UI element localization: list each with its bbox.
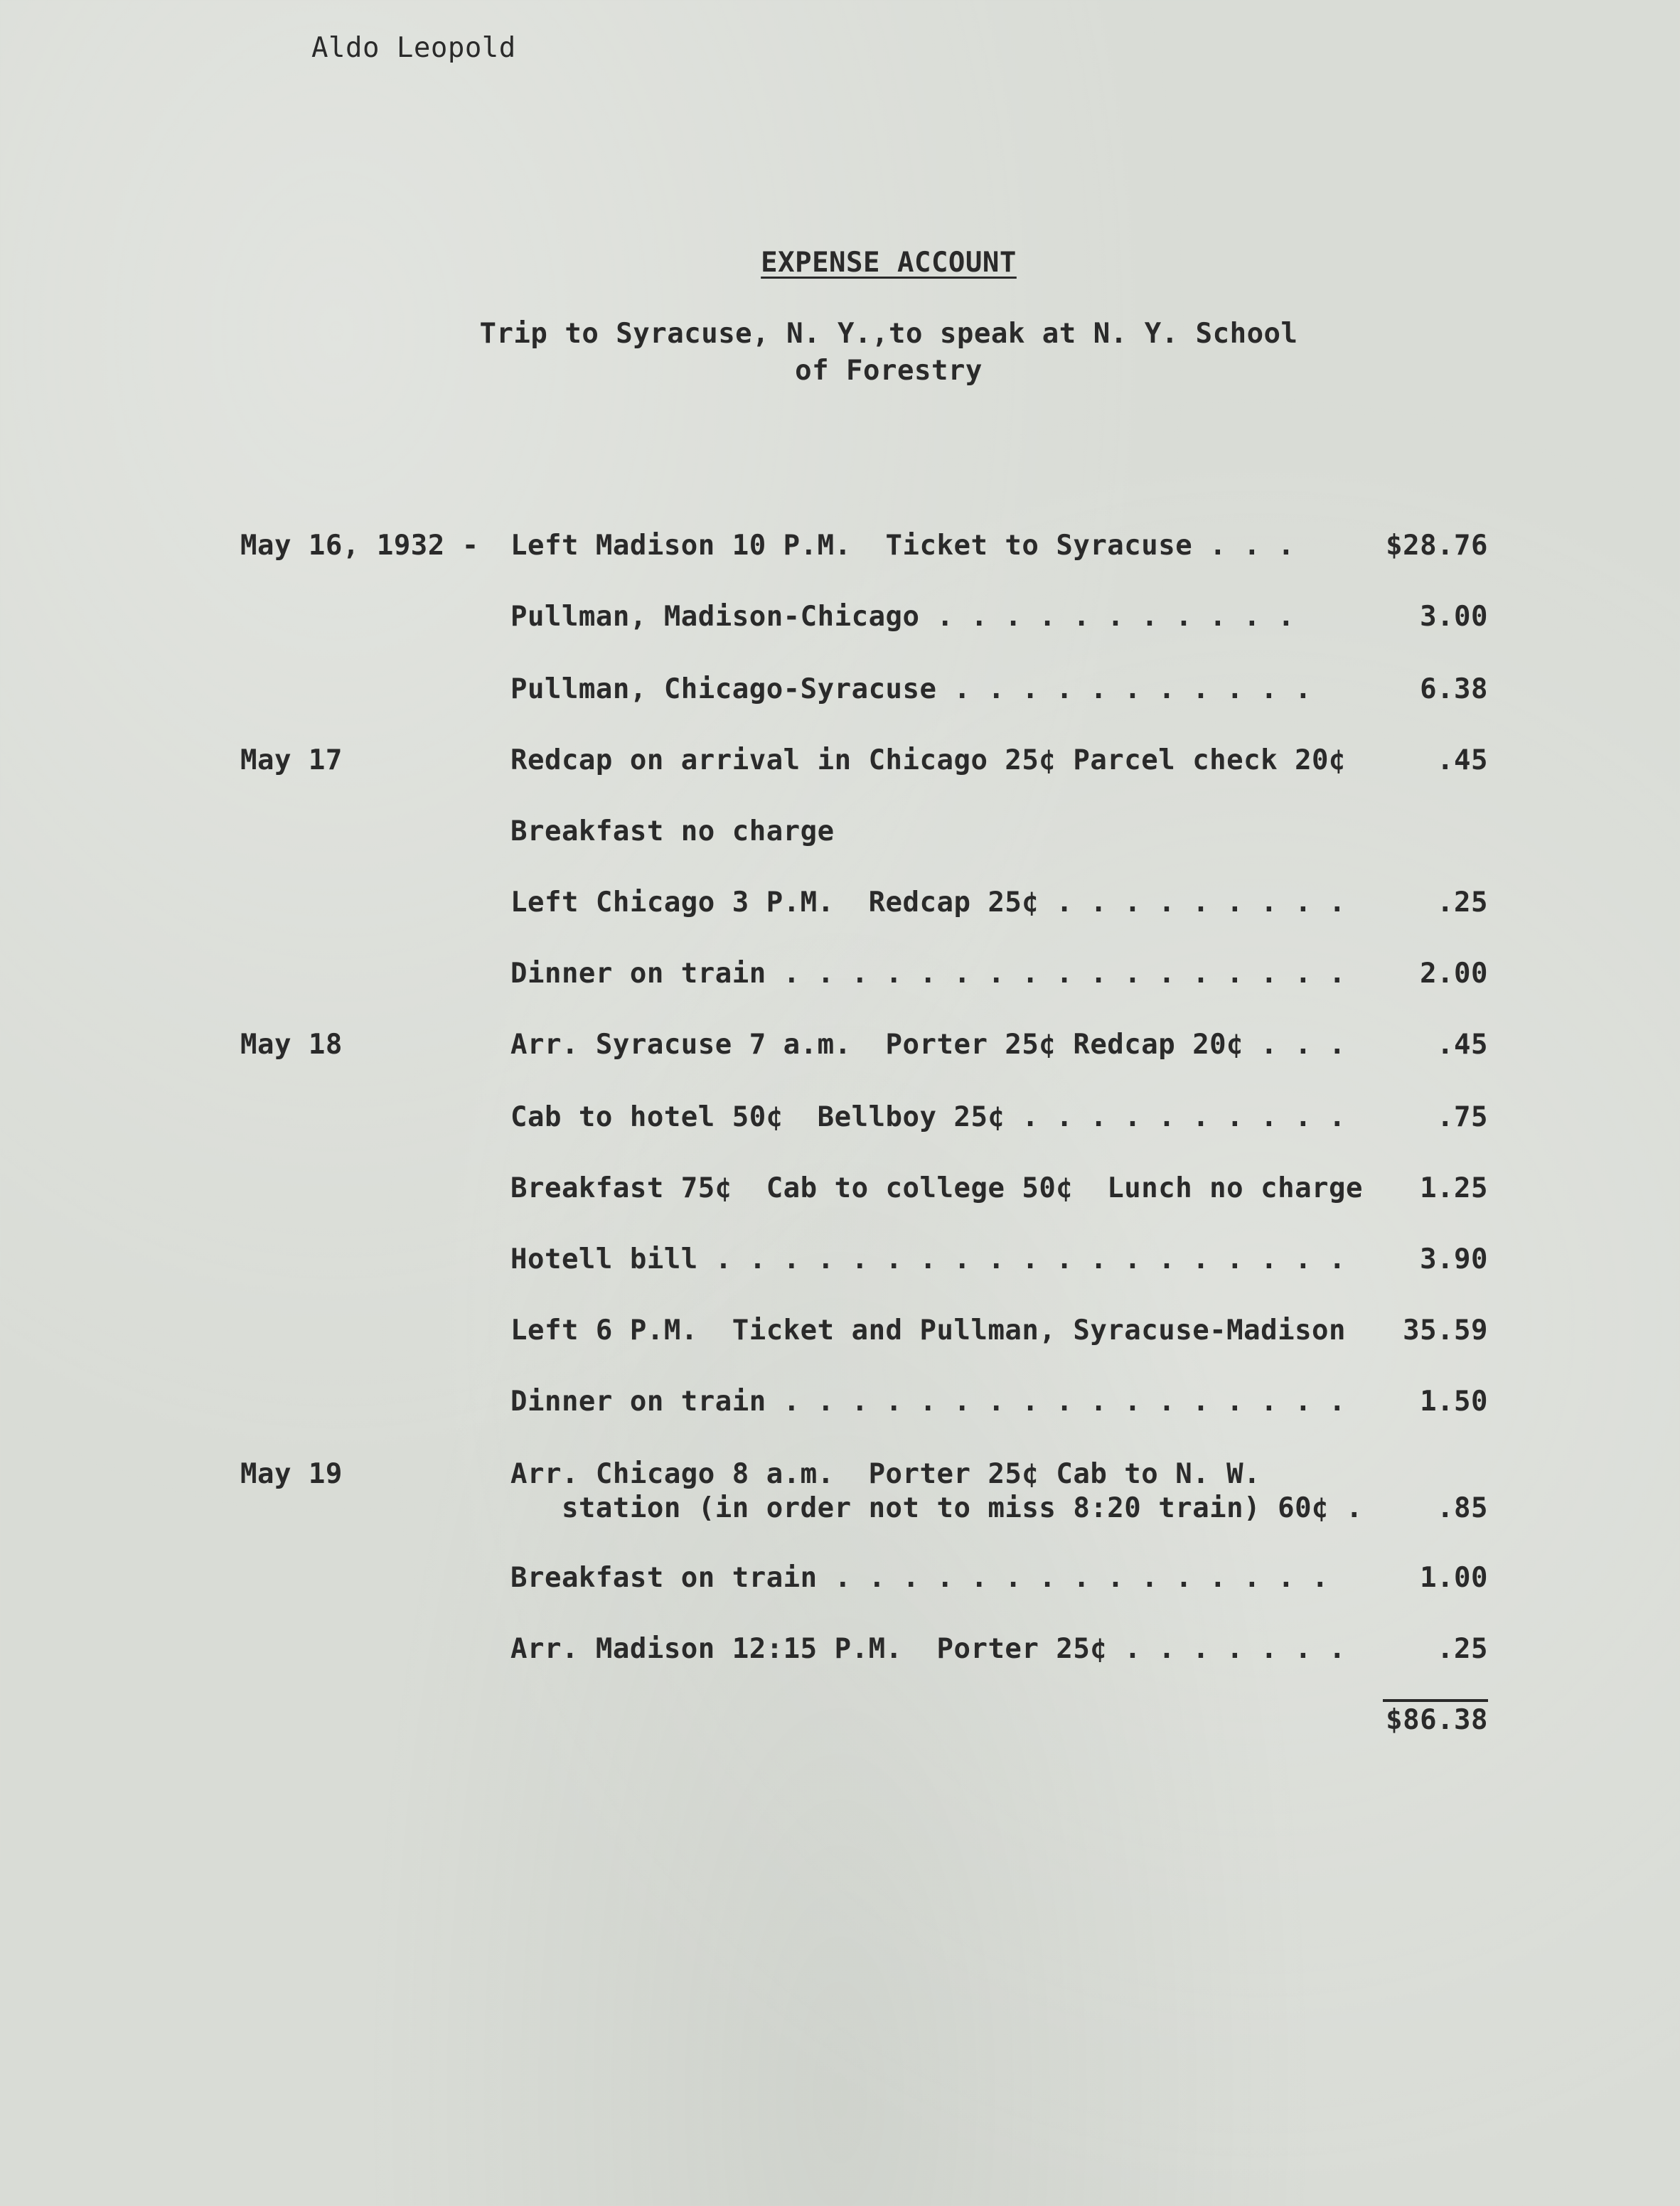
entry-description: Dinner on train . . . . . . . . . . . . . . . . .	[510, 958, 1347, 990]
entry-amount: .25	[1437, 1633, 1488, 1665]
entry-description: Pullman, Chicago-Syracuse . . . . . . . . . . .	[510, 673, 1312, 705]
entry-date: May 17	[240, 744, 343, 776]
document-title: EXPENSE ACCOUNT	[761, 247, 1017, 279]
entry-amount: 1.00	[1420, 1562, 1488, 1594]
entry-description: Redcap on arrival in Chicago 25¢ Parcel check 20¢	[510, 744, 1347, 776]
entry-amount: 35.59	[1403, 1315, 1488, 1346]
entry-date: May 19	[240, 1458, 343, 1490]
entry-amount: .85	[1437, 1492, 1488, 1524]
total-rule	[1383, 1699, 1488, 1702]
entry-amount: 1.25	[1420, 1172, 1488, 1204]
entry-amount: $28.76	[1386, 530, 1488, 562]
entry-description: Breakfast 75¢ Cab to college 50¢ Lunch no charge	[510, 1172, 1363, 1204]
entry-amount: 6.38	[1420, 673, 1488, 705]
entry-description: Left Chicago 3 P.M. Redcap 25¢ . . . . . . . . .	[510, 887, 1347, 919]
entry-description: Arr. Madison 12:15 P.M. Porter 25¢ . . . . . . .	[510, 1633, 1347, 1665]
entry-amount: 1.50	[1420, 1386, 1488, 1418]
entry-amount: .45	[1437, 1029, 1488, 1061]
entry-description: Hotell bill . . . . . . . . . . . . . . . . . . .	[510, 1243, 1347, 1275]
entry-amount: 3.00	[1420, 601, 1488, 633]
entry-description: Left 6 P.M. Ticket and Pullman, Syracuse-Madison	[510, 1315, 1347, 1346]
entry-amount: .45	[1437, 744, 1488, 776]
entry-description: Pullman, Madison-Chicago . . . . . . . . . . .	[510, 601, 1295, 633]
entry-description: Arr. Chicago 8 a.m. Porter 25¢ Cab to N. W.	[510, 1458, 1261, 1490]
entry-date: May 18	[240, 1029, 343, 1061]
entry-description: Cab to hotel 50¢ Bellboy 25¢ . . . . . . . . . .	[510, 1101, 1347, 1133]
entry-amount: .75	[1437, 1101, 1488, 1133]
entry-amount: .25	[1437, 887, 1488, 919]
entry-description: Left Madison 10 P.M. Ticket to Syracuse . . .	[510, 530, 1295, 562]
entry-description: Dinner on train . . . . . . . . . . . . . . . . .	[510, 1386, 1347, 1418]
entry-date: May 16, 1932 -	[240, 530, 479, 562]
subtitle-line-1: Trip to Syracuse, N. Y.,to speak at N. Y. School	[479, 318, 1298, 350]
entry-description: Arr. Syracuse 7 a.m. Porter 25¢ Redcap 20¢ . . .	[510, 1029, 1347, 1061]
entry-description: Breakfast on train . . . . . . . . . . . . . . .	[510, 1562, 1329, 1594]
entry-amount: 3.90	[1420, 1243, 1488, 1275]
entry-description: Breakfast no charge	[510, 815, 835, 847]
total-amount: $86.38	[1386, 1704, 1488, 1736]
entry-amount: 2.00	[1420, 958, 1488, 990]
author-name: Aldo Leopold	[311, 32, 516, 64]
subtitle-line-2: of Forestry	[795, 355, 983, 387]
entry-description: station (in order not to miss 8:20 train) 60¢ .	[510, 1492, 1363, 1524]
